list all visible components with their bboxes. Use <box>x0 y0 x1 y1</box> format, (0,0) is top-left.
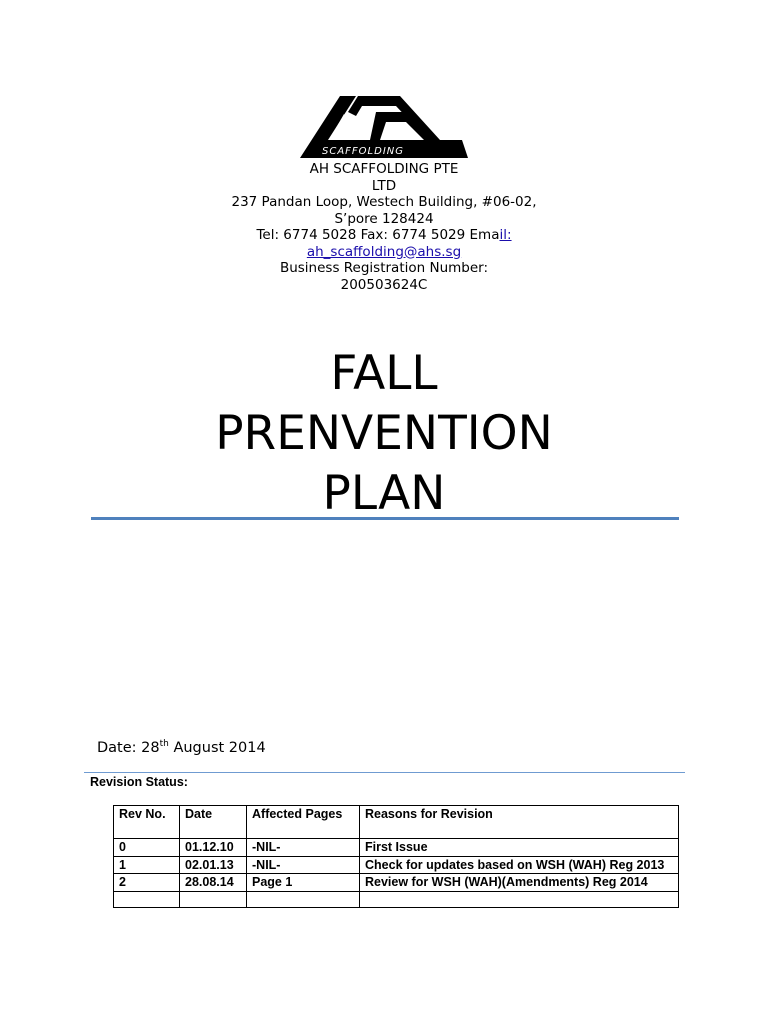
email-link-tail[interactable]: il: <box>499 227 512 243</box>
header-affected-pages: Affected Pages <box>247 806 360 839</box>
cell-rev-no: 1 <box>114 856 180 874</box>
table-row <box>114 856 679 874</box>
cell-date: 02.01.13 <box>180 856 247 874</box>
cell-affected-pages <box>247 891 360 907</box>
cell-date: 28.08.14 <box>180 874 247 892</box>
registration-label: Business Registration Number: <box>279 260 489 276</box>
email-link[interactable]: ah_scaffolding@ahs.sg <box>306 243 462 260</box>
cell-affected-pages: -NIL- <box>247 839 360 857</box>
company-name-line1: AH SCAFFOLDING PTE <box>309 161 459 177</box>
title-line1: FALL <box>330 346 438 401</box>
date-rest: August 2014 <box>168 740 266 756</box>
table-row <box>114 874 679 892</box>
title-line3: PLAN <box>322 466 446 521</box>
cell-rev-no: 2 <box>114 874 180 892</box>
cell-affected-pages: Page 1 <box>247 874 360 892</box>
date-superscript: th <box>159 739 169 749</box>
title-divider <box>91 517 679 520</box>
header-rev-no: Rev No. <box>114 806 180 839</box>
revision-table <box>113 805 679 908</box>
title-line2: PRENVENTION <box>215 406 553 461</box>
cell-date: 01.12.10 <box>180 839 247 857</box>
revision-status-heading: Revision Status: <box>90 775 188 789</box>
table-row <box>114 839 679 857</box>
cell-reason: First Issue <box>360 839 679 857</box>
ah-scaffolding-logo <box>300 92 468 164</box>
revision-header-row <box>114 806 679 839</box>
cell-affected-pages: -NIL- <box>247 856 360 874</box>
address-line1: 237 Pandan Loop, Westech Building, #06-02, <box>231 194 537 210</box>
contact-text: Tel: 6774 5028 Fax: 6774 5029 Ema <box>256 227 500 243</box>
registration-number: 200503624C <box>340 276 428 293</box>
table-row-empty <box>114 891 679 907</box>
document-date <box>97 739 266 756</box>
address-line2: S’pore 128424 <box>334 210 434 227</box>
date-label: Date: 28 <box>97 740 160 756</box>
cell-reason: Review for WSH (WAH)(Amendments) Reg 2014 <box>360 874 679 892</box>
cell-date <box>180 891 247 907</box>
header-date: Date <box>180 806 247 839</box>
contact-line <box>190 227 578 244</box>
document-title <box>134 344 634 524</box>
revision-divider <box>84 772 685 773</box>
header-reasons: Reasons for Revision <box>360 806 679 839</box>
cell-rev-no: 0 <box>114 839 180 857</box>
cell-rev-no <box>114 891 180 907</box>
cell-reason <box>360 891 679 907</box>
company-name-line2: LTD <box>371 177 397 194</box>
cell-reason: Check for updates based on WSH (WAH) Reg 2013 <box>360 856 679 874</box>
company-info <box>190 161 578 293</box>
svg-text:SCAFFOLDING: SCAFFOLDING <box>322 146 404 157</box>
